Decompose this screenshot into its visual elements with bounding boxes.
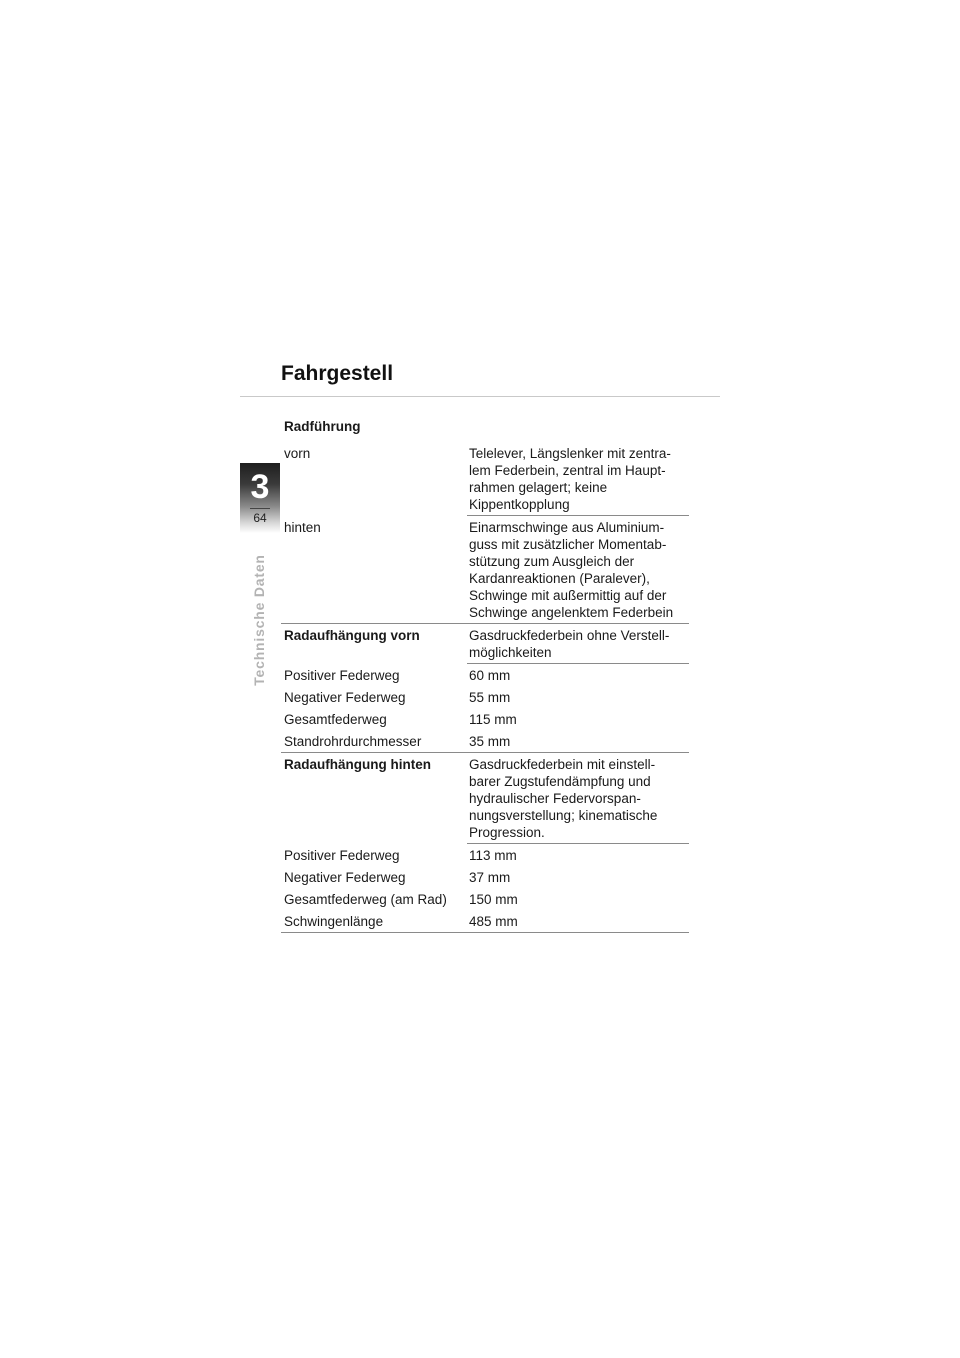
table-row bbox=[281, 844, 689, 866]
spec-value: 55 mm bbox=[469, 690, 511, 705]
table-row bbox=[281, 516, 689, 624]
spec-label: Positiver Federweg bbox=[284, 668, 400, 683]
section-heading-radaufhaengung-hinten: Radaufhängung hinten bbox=[284, 757, 431, 772]
spec-label: Schwingenlänge bbox=[284, 914, 384, 929]
spec-value: 150 mm bbox=[469, 892, 518, 907]
spec-value: 37 mm bbox=[469, 870, 511, 885]
title-divider bbox=[240, 396, 720, 397]
spec-label: vorn bbox=[284, 446, 311, 461]
spec-value: Telelever, Längslenker mit zentra- lem Federbein, zentral im Haupt- rahmen gelagert; keine Kippentkopplung bbox=[467, 442, 689, 516]
page-number: 64 bbox=[253, 511, 267, 525]
table-row bbox=[281, 708, 689, 730]
table-row-section-heading bbox=[281, 753, 689, 844]
chapter-number: 3 bbox=[250, 468, 270, 506]
section-heading-radaufhaengung-vorn: Radaufhängung vorn bbox=[284, 628, 420, 643]
spec-value: 60 mm bbox=[469, 668, 511, 683]
spec-label: Gesamtfederweg bbox=[284, 712, 387, 727]
table-row bbox=[281, 730, 689, 753]
spec-label: Negativer Federweg bbox=[284, 690, 406, 705]
spec-label: Standrohrdurchmesser bbox=[284, 734, 422, 749]
spec-label: Negativer Federweg bbox=[284, 870, 406, 885]
table-row-section-heading bbox=[281, 624, 689, 664]
chapter-tab bbox=[240, 463, 280, 533]
table-row bbox=[281, 866, 689, 888]
spec-value: 35 mm bbox=[469, 734, 511, 749]
spec-label: hinten bbox=[284, 520, 321, 535]
page-title: Fahrgestell bbox=[281, 362, 394, 385]
spec-table bbox=[281, 417, 689, 933]
spec-value: Gasdruckfederbein mit einstell- barer Zugstufendämpfung und hydraulischer Federvorspan- nungsverstellung; kinematische Progression. bbox=[467, 753, 689, 844]
spec-value: Gasdruckfederbein ohne Verstell- möglichkeiten bbox=[467, 624, 689, 664]
table-row bbox=[281, 686, 689, 708]
table-row bbox=[281, 888, 689, 910]
spec-label: Gesamtfederweg (am Rad) bbox=[284, 892, 447, 907]
spec-value: 115 mm bbox=[469, 712, 517, 727]
chapter-tab-divider bbox=[250, 508, 270, 509]
section-heading-radfuehrung: Radführung bbox=[284, 419, 361, 434]
table-row bbox=[281, 664, 689, 686]
spec-label: Positiver Federweg bbox=[284, 848, 400, 863]
spec-value: 485 mm bbox=[469, 914, 518, 929]
chapter-label: Technische Daten bbox=[251, 554, 267, 686]
table-row bbox=[281, 910, 689, 933]
table-row bbox=[281, 442, 689, 516]
spec-value: Einarmschwinge aus Aluminium- guss mit zusätzlicher Momentab- stützung zum Ausgleich der Kardanreaktionen (Paralever), Schwinge mit außermittig auf der Schwinge angelenktem Federbein bbox=[469, 520, 674, 620]
spec-value: 113 mm bbox=[469, 848, 517, 863]
